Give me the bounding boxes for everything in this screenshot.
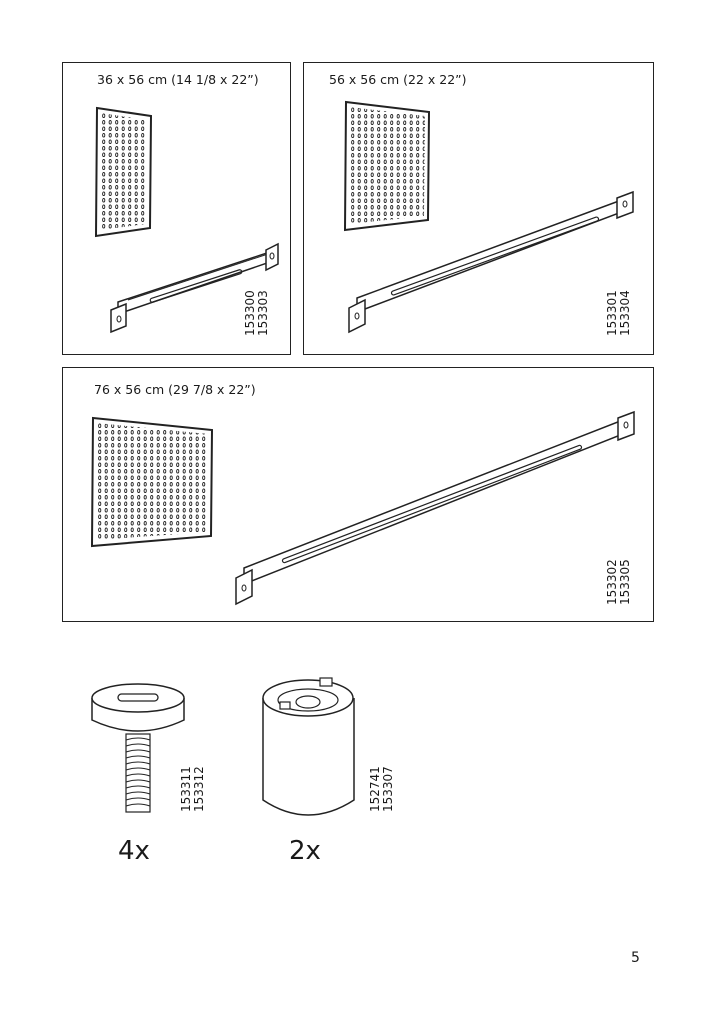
rail-large-icon (232, 408, 642, 608)
code-line: 153305 (618, 559, 632, 605)
panel-medium-codes (606, 290, 632, 336)
leg-quantity: 2x (289, 836, 321, 866)
panel-small-size-label: 36 x 56 cm (14 1/8 x 22”) (97, 72, 259, 87)
code-line: 152741 (368, 766, 382, 812)
code-line: 153312 (192, 766, 206, 812)
panel-medium-size-label: 56 x 56 cm (22 x 22”) (329, 72, 467, 87)
code-line: 153311 (179, 766, 193, 812)
panel-large-size-label: 76 x 56 cm (29 7/8 x 22”) (94, 382, 256, 397)
code-line: 153303 (256, 290, 270, 336)
page-number: 5 (631, 950, 640, 966)
panel-large-codes (606, 559, 632, 605)
rail-medium-icon (345, 188, 640, 338)
code-line: 153300 (243, 290, 257, 336)
leg-part-codes (369, 766, 395, 812)
code-line: 153301 (605, 290, 619, 336)
code-line: 153302 (605, 559, 619, 605)
foot-part-codes (180, 766, 206, 812)
leg-cylinder-icon (260, 674, 360, 820)
pegboard-large-icon (90, 416, 216, 546)
code-line: 153304 (618, 290, 632, 336)
adjustable-foot-screw-icon (88, 676, 188, 816)
pegboard-small-icon (94, 106, 154, 236)
foot-quantity: 4x (118, 836, 150, 866)
code-line: 153307 (381, 766, 395, 812)
panel-small-codes (244, 290, 270, 336)
